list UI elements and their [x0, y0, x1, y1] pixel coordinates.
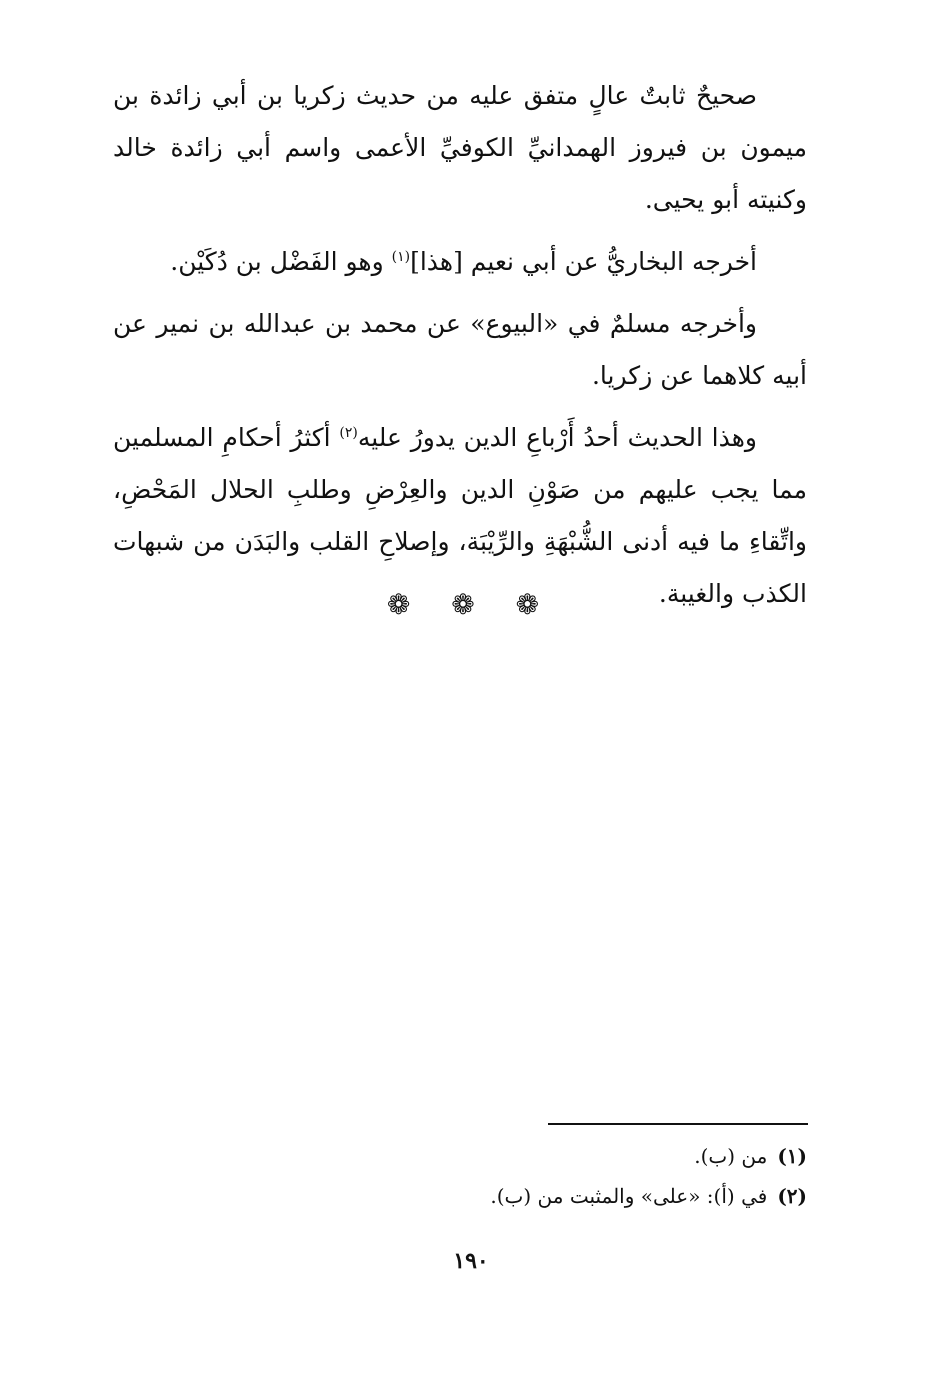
paragraph-2: [113, 236, 807, 288]
footnote-2: [247, 1176, 807, 1216]
footnotes: [247, 1136, 807, 1216]
footnote-1: [247, 1136, 807, 1176]
page-number: ١٩٠: [453, 1248, 489, 1274]
footnote-2-text: في (أ): «على» والمثبت من (ب).: [490, 1184, 768, 1208]
footnote-ref-1[interactable]: (١): [391, 249, 411, 265]
footnote-1-text: من (ب).: [694, 1144, 768, 1168]
footnote-separator: [548, 1123, 808, 1125]
paragraph-1: صحيحٌ ثابتٌ عالٍ متفق عليه من حديث زكريا بن أبي زائدة بن ميمون بن فيروز الهمدانيِّ الكوفيِّ الأعمى واسم أبي زائدة خالد وكنيته أبو يحيى.: [113, 81, 807, 214]
footnote-2-number: (٢): [777, 1184, 807, 1208]
section-divider-ornaments: ❁ ❁ ❁: [386, 588, 556, 621]
paragraph-2-text-before: أخرجه البخاريُّ عن أبي نعيم [هذا]: [410, 247, 757, 276]
paragraph-3: وأخرجه مسلمٌ في «البيوع» عن محمد بن عبدالله بن نمير عن أبيه كلاهما عن زكريا.: [113, 309, 807, 390]
main-text: [113, 70, 807, 630]
footnote-1-number: (١): [777, 1144, 807, 1168]
paragraph-2-text-after: وهو الفَضْل بن دُكَيْن.: [170, 247, 392, 276]
footnote-ref-2[interactable]: (٢): [339, 425, 358, 441]
paragraph-4-text-before: وهذا الحديث أحدُ أَرْباعِ الدين يدورُ عليه: [357, 423, 757, 452]
paragraph-4-text-after: أكثرُ أحكامِ المسلمين مما يجب عليهم من صَوْنِ الدين والعِرْضِ وطلبِ الحلال المَحْضِ، واتِّقاءِ ما فيه أدنى الشُّبْهَةِ والرِّيْبَة، وإصلاحِ القلب والبَدَن من شبهات الكذب والغيبة.: [113, 423, 807, 608]
